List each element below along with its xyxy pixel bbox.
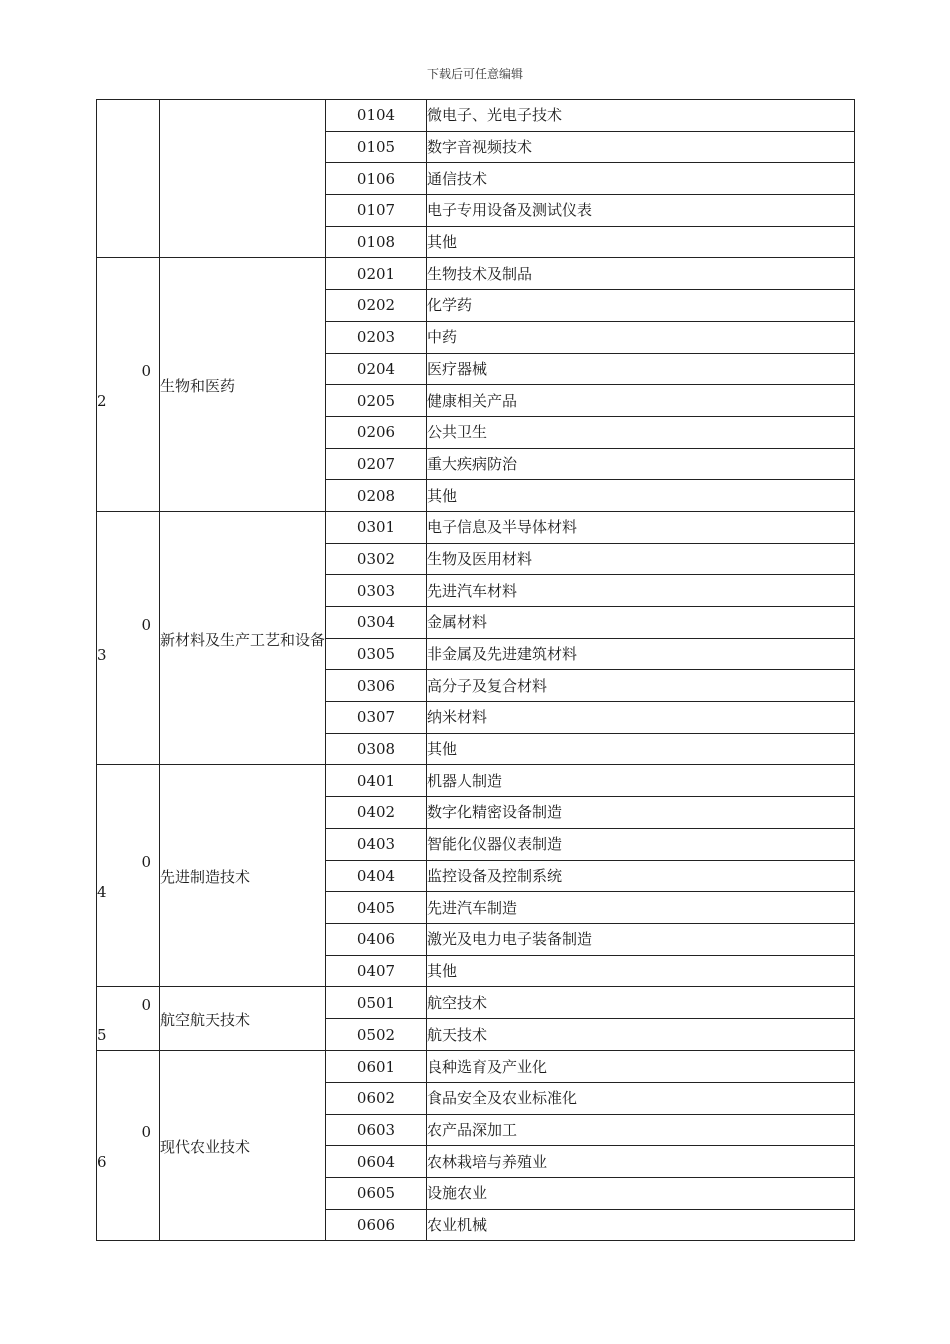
group-number-top: 0 — [141, 615, 151, 634]
item-code: 0405 — [326, 892, 427, 924]
item-code: 0406 — [326, 923, 427, 955]
group-title: 新材料及生产工艺和设备 — [160, 630, 326, 649]
group-title: 先进制造技术 — [160, 868, 251, 887]
table-row — [97, 987, 855, 1019]
item-name: 先进汽车制造 — [427, 892, 855, 924]
item-code: 0205 — [326, 385, 427, 417]
item-code: 0404 — [326, 860, 427, 892]
item-code: 0105 — [326, 131, 427, 163]
item-code: 0301 — [326, 511, 427, 543]
group-number-bottom: 3 — [97, 645, 107, 664]
item-code: 0402 — [326, 797, 427, 829]
item-name: 数字化精密设备制造 — [427, 797, 855, 829]
item-name: 机器人制造 — [427, 765, 855, 797]
item-code: 0208 — [326, 480, 427, 512]
group-number-cell — [97, 511, 160, 765]
item-code: 0204 — [326, 353, 427, 385]
group-number-cell — [97, 258, 160, 512]
item-code: 0306 — [326, 670, 427, 702]
group-number-cell — [97, 987, 160, 1051]
group-number-bottom: 4 — [97, 883, 107, 902]
item-name: 公共卫生 — [427, 416, 855, 448]
group-number-bottom: 6 — [97, 1153, 107, 1172]
item-name: 非金属及先进建筑材料 — [427, 638, 855, 670]
item-code: 0305 — [326, 638, 427, 670]
item-code: 0307 — [326, 702, 427, 734]
group-number-cell — [97, 765, 160, 987]
item-code: 0302 — [326, 543, 427, 575]
item-name: 食品安全及农业标准化 — [427, 1082, 855, 1114]
item-name: 数字音视频技术 — [427, 131, 855, 163]
item-name: 农产品深加工 — [427, 1114, 855, 1146]
item-name: 微电子、光电子技术 — [427, 100, 855, 132]
group-title: 生物和医药 — [160, 377, 236, 396]
item-name: 航天技术 — [427, 1019, 855, 1051]
item-name: 智能化仪器仪表制造 — [427, 828, 855, 860]
group-number-top: 0 — [141, 996, 151, 1015]
item-code: 0303 — [326, 575, 427, 607]
item-code: 0104 — [326, 100, 427, 132]
item-code: 0606 — [326, 1209, 427, 1241]
item-code: 0304 — [326, 607, 427, 639]
item-code: 0108 — [326, 226, 427, 258]
group-number-top: 0 — [141, 1123, 151, 1142]
item-code: 0601 — [326, 1051, 427, 1083]
group-title: 现代农业技术 — [160, 1138, 251, 1157]
item-code: 0605 — [326, 1178, 427, 1210]
group-number-top: 0 — [141, 853, 151, 872]
item-code: 0501 — [326, 987, 427, 1019]
item-name: 其他 — [427, 733, 855, 765]
item-name: 农业机械 — [427, 1209, 855, 1241]
group-title: 航空航天技术 — [160, 1011, 251, 1030]
item-code: 0207 — [326, 448, 427, 480]
item-code: 0502 — [326, 1019, 427, 1051]
item-name: 医疗器械 — [427, 353, 855, 385]
item-name: 金属材料 — [427, 607, 855, 639]
table-row — [97, 765, 855, 797]
group-number-cell — [97, 100, 160, 258]
item-name: 激光及电力电子装备制造 — [427, 923, 855, 955]
item-code: 0201 — [326, 258, 427, 290]
group-title-cell — [160, 987, 326, 1051]
item-name: 其他 — [427, 955, 855, 987]
item-name: 中药 — [427, 321, 855, 353]
item-code: 0401 — [326, 765, 427, 797]
item-name: 生物及医用材料 — [427, 543, 855, 575]
item-code: 0602 — [326, 1082, 427, 1114]
page-header: 下载后可任意编辑 — [426, 67, 523, 81]
item-name: 健康相关产品 — [427, 385, 855, 417]
catalog-body — [97, 100, 855, 1241]
table-row — [97, 511, 855, 543]
group-number-top: 0 — [141, 362, 151, 381]
group-title-cell — [160, 511, 326, 765]
item-code: 0308 — [326, 733, 427, 765]
group-number-bottom: 5 — [97, 1026, 107, 1045]
item-name: 监控设备及控制系统 — [427, 860, 855, 892]
item-name: 其他 — [427, 226, 855, 258]
item-name: 生物技术及制品 — [427, 258, 855, 290]
item-code: 0603 — [326, 1114, 427, 1146]
table-row — [97, 100, 855, 132]
item-code: 0202 — [326, 290, 427, 322]
item-code: 0403 — [326, 828, 427, 860]
item-name: 高分子及复合材料 — [427, 670, 855, 702]
item-code: 0604 — [326, 1146, 427, 1178]
item-code: 0106 — [326, 163, 427, 195]
group-number-cell — [97, 1051, 160, 1241]
item-name: 重大疾病防治 — [427, 448, 855, 480]
item-code: 0203 — [326, 321, 427, 353]
table-row — [97, 1051, 855, 1083]
group-title-cell — [160, 258, 326, 512]
group-title-cell — [160, 765, 326, 987]
item-name: 农林栽培与养殖业 — [427, 1146, 855, 1178]
item-code: 0407 — [326, 955, 427, 987]
group-title-cell — [160, 100, 326, 258]
item-name: 通信技术 — [427, 163, 855, 195]
item-code: 0107 — [326, 195, 427, 227]
item-name: 航空技术 — [427, 987, 855, 1019]
item-name: 良种选育及产业化 — [427, 1051, 855, 1083]
group-number-bottom: 2 — [97, 392, 107, 411]
item-name: 电子信息及半导体材料 — [427, 511, 855, 543]
item-name: 纳米材料 — [427, 702, 855, 734]
tech-catalog-table — [96, 99, 855, 1241]
item-name: 先进汽车材料 — [427, 575, 855, 607]
item-name: 化学药 — [427, 290, 855, 322]
item-name: 设施农业 — [427, 1178, 855, 1210]
group-title-cell — [160, 1051, 326, 1241]
item-code: 0206 — [326, 416, 427, 448]
table-row — [97, 258, 855, 290]
item-name: 电子专用设备及测试仪表 — [427, 195, 855, 227]
item-name: 其他 — [427, 480, 855, 512]
